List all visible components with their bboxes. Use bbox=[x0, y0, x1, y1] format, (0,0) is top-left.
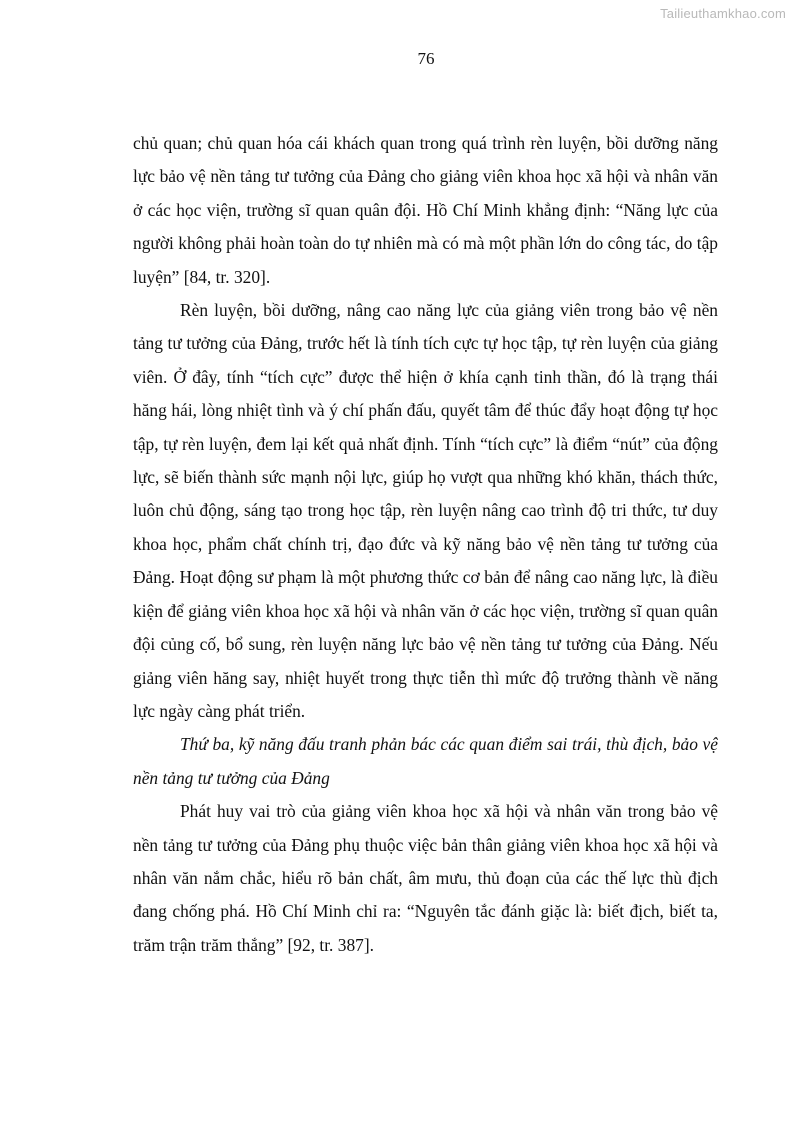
paragraph-continuation: chủ quan; chủ quan hóa cái khách quan trong quá trình rèn luyện, bồi dưỡng năng lực bảo vệ nền tảng tư tưởng của Đảng cho giảng viên khoa học xã hội và nhân văn ở các học viện, trường sĩ quan quân đội. Hồ Chí Minh khẳng định: “Năng lực của người không phải hoàn toàn do tự nhiên mà có mà một phần lớn do công tác, do tập luyện” [84, tr. 320]. bbox=[133, 133, 718, 287]
document-body bbox=[133, 127, 718, 962]
page-number: 76 bbox=[417, 49, 435, 68]
paragraph-self-training: Rèn luyện, bồi dưỡng, nâng cao năng lực của giảng viên trong bảo vệ nền tảng tư tưởng của Đảng, trước hết là tính tích cực tự học tập, tự rèn luyện của giảng viên. Ở đây, tính “tích cực” được thể hiện ở khía cạnh tinh thần, đó là trạng thái hăng hái, lòng nhiệt tình và ý chí phấn đấu, quyết tâm để thúc đẩy hoạt động tự học tập, tự rèn luyện, đem lại kết quả nhất định. Tính “tích cực” là điểm “nút” của động lực, sẽ biến thành sức mạnh nội lực, giúp họ vượt qua những khó khăn, thách thức, luôn chủ động, sáng tạo trong học tập, rèn luyện nâng cao trình độ tri thức, tư duy khoa học, phẩm chất chính trị, đạo đức và kỹ năng bảo vệ nền tảng tư tưởng của Đảng. Hoạt động sư phạm là một phương thức cơ bản để nâng cao năng lực, là điều kiện để giảng viên khoa học xã hội và nhân văn ở các học viện, trường sĩ quan quân đội củng cố, bổ sung, rèn luyện năng lực bảo vệ nền tảng tư tưởng của Đảng. Nếu giảng viên hăng say, nhiệt huyết trong thực tiễn thì mức độ trưởng thành về năng lực ngày càng phát triển. bbox=[133, 300, 718, 721]
watermark-text: Tailieuthamkhao.com bbox=[660, 6, 786, 21]
section-heading-third-skill: Thứ ba, kỹ năng đấu tranh phản bác các quan điểm sai trái, thù địch, bảo vệ nền tảng tư tưởng của Đảng bbox=[133, 734, 718, 788]
paragraph-lecturer-role: Phát huy vai trò của giảng viên khoa học xã hội và nhân văn trong bảo vệ nền tảng tư tưởng của Đảng phụ thuộc việc bản thân giảng viên khoa học xã hội và nhân văn nắm chắc, hiểu rõ bản chất, âm mưu, thủ đoạn của các thế lực thù địch đang chống phá. Hồ Chí Minh chỉ ra: “Nguyên tắc đánh giặc là: biết địch, biết ta, trăm trận trăm thắng” [92, tr. 387]. bbox=[133, 801, 718, 955]
